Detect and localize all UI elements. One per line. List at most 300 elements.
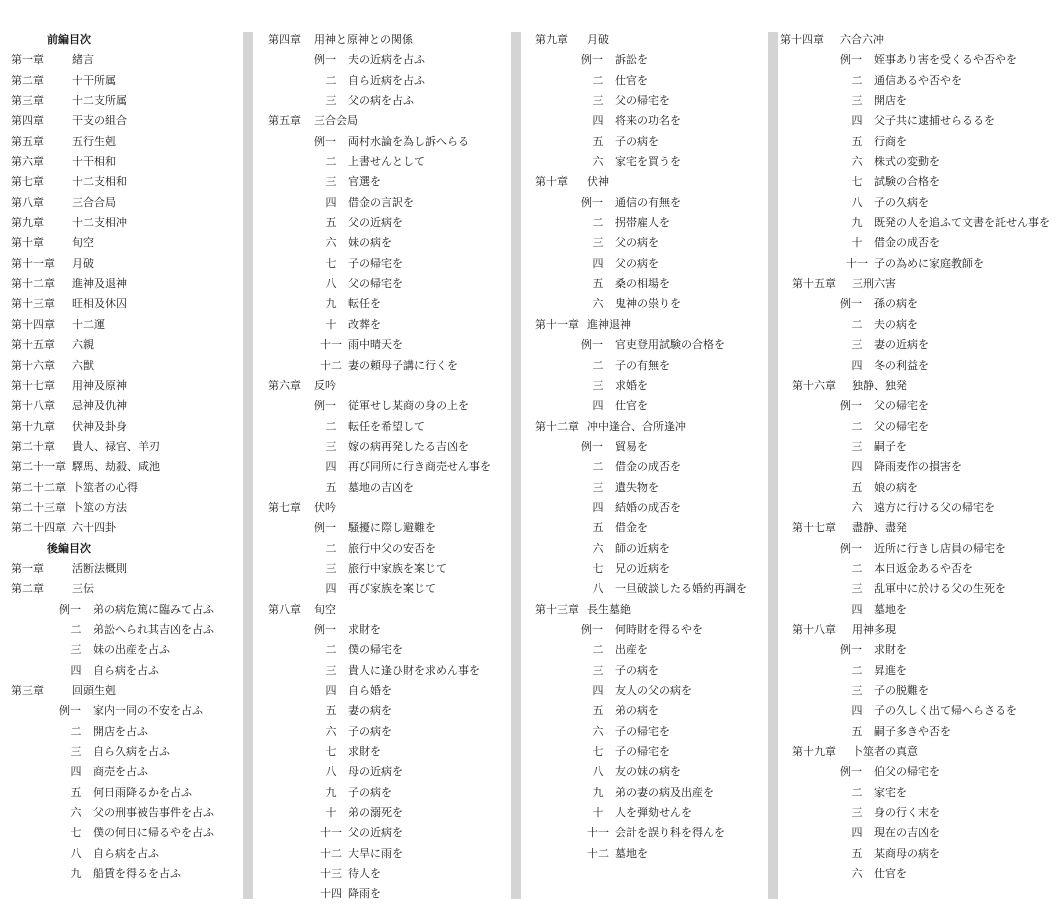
example-title: 子の久しく出て帰へらさるを [874, 704, 1017, 718]
example-title: 家宅を買うを [615, 155, 681, 169]
chapter-number: 第十二章 [11, 277, 55, 291]
example-title: 改葬を [348, 317, 381, 331]
example-title: 雨中晴天を [348, 338, 403, 352]
example-entry [780, 50, 1050, 70]
example-title: 子の為めに家庭教師を [874, 256, 984, 270]
example-entry [780, 172, 1050, 192]
chapter-title: 反吟 [314, 378, 336, 392]
chapter-number: 第十章 [11, 236, 44, 250]
example-number: 五 [851, 134, 863, 148]
example-entry [535, 783, 747, 803]
example-title: 父の近病を [348, 216, 403, 230]
example-entry [535, 661, 747, 681]
example-entry [268, 294, 491, 314]
example-title: 降雨麦作の損害を [874, 460, 962, 474]
chapter-number: 第十八章 [792, 622, 836, 636]
example-number: 八 [851, 195, 863, 209]
example-entry [535, 518, 747, 538]
chapter-entry [535, 315, 747, 335]
example-entry [268, 559, 491, 579]
example-number: 五 [325, 704, 337, 718]
example-number: 例一 [314, 521, 336, 535]
example-number: 三 [851, 806, 863, 820]
example-title: 身の行く末を [874, 806, 940, 820]
example-entry [268, 152, 491, 172]
example-entry [11, 803, 214, 823]
example-entry [268, 193, 491, 213]
example-number: 二 [851, 663, 863, 677]
example-title: 嗣子を [874, 439, 907, 453]
chapter-number: 第七章 [11, 175, 44, 189]
example-number: 四 [851, 704, 863, 718]
chapter-title: 五行生剋 [72, 134, 116, 148]
example-entry [780, 579, 1050, 599]
example-entry [535, 803, 747, 823]
example-number: 二 [325, 541, 337, 555]
chapter-title: 十干相和 [72, 155, 116, 169]
example-title: 仕官を [615, 73, 648, 87]
chapter-entry [11, 579, 214, 599]
chapter-number: 第十七章 [11, 378, 55, 392]
chapter-number: 第十四章 [11, 317, 55, 331]
example-number: 六 [851, 867, 863, 881]
example-number: 八 [325, 277, 337, 291]
example-number: 例一 [581, 53, 603, 67]
example-entry [780, 71, 1050, 91]
example-title: 訴訟を [615, 53, 648, 67]
example-title: 妹の病を [348, 236, 392, 250]
chapter-entry [11, 50, 214, 70]
example-number: 四 [592, 684, 604, 697]
section-heading [11, 539, 214, 559]
example-number: 九 [70, 867, 82, 881]
example-entry [535, 193, 747, 213]
example-title: 父の帰宅を [615, 94, 670, 108]
example-number: 六 [851, 500, 863, 514]
chapter-number: 第十二章 [535, 419, 579, 433]
chapter-title: 旬空 [314, 602, 336, 616]
example-title: 借金の言訳を [348, 195, 414, 209]
example-title: 待人を [348, 867, 381, 881]
example-number: 五 [851, 724, 863, 738]
example-number: 五 [592, 521, 604, 535]
example-number: 十 [325, 317, 337, 331]
example-title: 近所に行きし店員の帰宅を [874, 541, 1006, 555]
example-number: 三 [851, 94, 863, 108]
example-entry [535, 335, 747, 355]
example-title: 弟の溺死を [348, 806, 403, 820]
example-number: 九 [851, 216, 863, 230]
example-number: 十 [325, 806, 337, 820]
example-title: 官吏登用試験の合格を [615, 338, 725, 352]
example-entry [268, 356, 491, 376]
example-entry [535, 844, 747, 864]
example-entry [268, 803, 491, 823]
example-number: 四 [851, 358, 863, 372]
example-number: 五 [592, 134, 604, 148]
chapter-title: 進神及退神 [72, 277, 127, 291]
example-number: 十三 [320, 867, 342, 881]
chapter-number: 第九章 [535, 33, 568, 46]
example-number: 十二 [320, 358, 342, 372]
chapter-number: 第五章 [268, 114, 301, 128]
example-number: 三 [70, 643, 82, 657]
example-title: 妹の出産を占ふ [93, 643, 170, 657]
example-entry [535, 132, 747, 152]
example-title: 妻の近病を [874, 338, 929, 352]
chapter-entry [11, 213, 214, 233]
example-entry [780, 864, 1050, 884]
example-entry [268, 335, 491, 355]
example-entry [268, 722, 491, 742]
example-number: 例一 [581, 195, 603, 209]
chapter-number: 第十一章 [11, 256, 55, 270]
example-title: 両村水論を為し訴へらる [348, 134, 469, 148]
example-title: 借金の成否を [615, 460, 681, 474]
example-title: 大旱に雨を [348, 846, 403, 860]
chapter-number: 第四章 [11, 114, 44, 128]
example-title: 墓地を [874, 602, 907, 616]
chapter-title: 驛馬、劫殺、咸池 [72, 460, 160, 474]
chapter-entry [11, 274, 214, 294]
example-number: 例一 [840, 297, 862, 311]
example-entry [780, 91, 1050, 111]
chapter-title: 月破 [72, 256, 94, 270]
example-number: 十四 [320, 887, 342, 901]
example-entry [11, 600, 214, 620]
chapter-entry [11, 91, 214, 111]
chapter-title: 六獣 [72, 358, 94, 372]
example-number: 例一 [840, 765, 862, 779]
chapter-entry [535, 30, 747, 50]
example-number: 六 [851, 155, 863, 169]
chapter-title: 長生墓絶 [587, 602, 631, 616]
example-entry [780, 844, 1050, 864]
example-title: 子の病を [348, 785, 392, 799]
example-number: 三 [592, 378, 604, 392]
example-title: 再び家族を案じて [348, 582, 436, 596]
example-entry [11, 844, 214, 864]
chapter-entry [11, 356, 214, 376]
example-entry [268, 417, 491, 437]
chapter-entry [11, 132, 214, 152]
chapter-entry [11, 518, 214, 538]
example-number: 六 [592, 155, 604, 169]
example-title: 家内一同の不安を占ふ [93, 704, 203, 718]
example-number: 十 [851, 236, 863, 250]
chapter-entry [780, 518, 1050, 538]
chapter-number: 第八章 [268, 602, 301, 616]
example-number: 例一 [581, 439, 603, 453]
chapter-title: 三合合局 [72, 195, 116, 209]
example-title: 試験の合格を [874, 175, 940, 189]
chapter-number: 第十一章 [535, 317, 579, 331]
example-title: 父の病を [615, 236, 659, 250]
chapter-title: 用神多現 [852, 622, 896, 636]
example-title: 子の脱難を [874, 684, 929, 697]
example-title: 孫の病を [874, 297, 918, 311]
example-title: 桑の相場を [615, 277, 670, 291]
example-number: 五 [70, 785, 82, 799]
example-number: 例一 [59, 602, 81, 616]
example-number: 例一 [59, 704, 81, 718]
example-title: 借金の成否を [874, 236, 940, 250]
example-entry [268, 661, 491, 681]
example-number: 三 [325, 663, 337, 677]
example-number: 十二 [320, 846, 342, 860]
example-number: 五 [325, 480, 337, 494]
example-entry [535, 681, 747, 701]
example-number: 三 [325, 175, 337, 189]
chapter-entry [268, 376, 491, 396]
chapter-entry [11, 559, 214, 579]
example-entry [535, 620, 747, 640]
chapter-number: 第一章 [11, 561, 44, 575]
example-entry [780, 437, 1050, 457]
example-title: 商売を占ふ [93, 765, 148, 779]
example-entry [780, 417, 1050, 437]
example-title: 墓地の吉凶を [348, 480, 414, 494]
example-number: 三 [592, 480, 604, 494]
example-number: 六 [592, 541, 604, 555]
example-title: 求財を [348, 622, 381, 636]
example-number: 二 [325, 643, 337, 657]
example-entry [268, 71, 491, 91]
chapter-number: 第八章 [11, 195, 44, 209]
example-number: 二 [851, 785, 863, 799]
example-title: 友人の父の病を [615, 684, 692, 697]
example-title: 師の近病を [615, 541, 670, 555]
chapter-number: 第二十一章 [11, 460, 66, 474]
chapter-number: 第十三章 [11, 297, 55, 311]
chapter-title: 忌神及仇神 [72, 399, 127, 413]
example-number: 六 [592, 724, 604, 738]
example-title: 父の帰宅を [874, 419, 929, 433]
example-entry [535, 559, 747, 579]
example-number: 七 [325, 256, 337, 270]
example-entry [268, 274, 491, 294]
example-title: 姪事あり害を受くるや否やを [874, 53, 1017, 67]
example-number: 四 [70, 765, 82, 779]
example-entry [11, 661, 214, 681]
chapter-number: 第十三章 [535, 602, 579, 616]
chapter-number: 第三章 [11, 684, 44, 697]
chapter-entry [11, 71, 214, 91]
example-number: 二 [851, 561, 863, 575]
example-number: 五 [592, 277, 604, 291]
example-title: 仕官を [874, 867, 907, 881]
example-entry [268, 254, 491, 274]
example-title: 父の帰宅を [348, 277, 403, 291]
example-number: 三 [592, 94, 604, 108]
example-number: 七 [851, 175, 863, 189]
chapter-title: 月破 [587, 33, 609, 46]
example-title: 通信あるや否やを [874, 73, 962, 87]
example-entry [780, 152, 1050, 172]
example-number: 四 [592, 114, 604, 128]
example-entry [535, 71, 747, 91]
example-number: 三 [851, 582, 863, 596]
example-title: 自ら病を占ふ [93, 663, 159, 677]
chapter-title: 伏神 [587, 175, 609, 189]
chapter-title: 独静、独発 [852, 378, 907, 392]
example-title: 妻の頼母子講に行くを [348, 358, 458, 372]
example-entry [535, 294, 747, 314]
example-entry [535, 823, 747, 843]
example-entry [535, 356, 747, 376]
example-title: 転任を [348, 297, 381, 311]
example-number: 六 [70, 806, 82, 820]
example-entry [535, 50, 747, 70]
example-title: 子の有無を [615, 358, 670, 372]
example-title: 株式の変動を [874, 155, 940, 169]
example-number: 四 [851, 602, 863, 616]
example-entry [535, 722, 747, 742]
example-title: 子の病を [615, 134, 659, 148]
example-title: 行商を [874, 134, 907, 148]
example-title: 子の久病を [874, 195, 929, 209]
example-number: 六 [592, 297, 604, 311]
chapter-entry [268, 111, 491, 131]
example-entry [535, 152, 747, 172]
chapter-entry [11, 335, 214, 355]
example-title: 求婚を [615, 378, 648, 392]
chapter-title: 卜筮の方法 [72, 500, 127, 514]
example-entry [268, 396, 491, 416]
chapter-number: 第十九章 [792, 745, 836, 759]
example-title: 拐帯雇人を [615, 216, 670, 230]
example-title: 夫の近病を占ふ [348, 53, 425, 67]
chapter-title: 六十四卦 [72, 521, 116, 535]
example-title: 夫の病を [874, 317, 918, 331]
example-number: 三 [325, 561, 337, 575]
example-entry [780, 335, 1050, 355]
column-separator [243, 32, 253, 899]
example-entry [268, 640, 491, 660]
example-title: 父の刑事被告事件を占ふ [93, 806, 214, 820]
chapter-title: 十二支相和 [72, 175, 127, 189]
example-number: 二 [70, 724, 82, 738]
example-entry [535, 742, 747, 762]
chapter-title: 伏吟 [314, 500, 336, 514]
example-title: 弟の病を [615, 704, 659, 718]
example-entry [11, 722, 214, 742]
column-separator [768, 32, 778, 899]
chapter-entry [11, 254, 214, 274]
example-title: 求財を [874, 643, 907, 657]
example-entry [535, 254, 747, 274]
example-entry [535, 762, 747, 782]
chapter-entry [535, 417, 747, 437]
chapter-entry [11, 681, 214, 701]
example-number: 二 [851, 317, 863, 331]
example-title: 父の近病を [348, 826, 403, 840]
example-title: 子の病を [348, 724, 392, 738]
chapter-title: 盡静、盡発 [852, 521, 907, 535]
example-entry [780, 823, 1050, 843]
example-title: 結婚の成否を [615, 500, 681, 514]
example-entry [780, 315, 1050, 335]
example-entry [268, 783, 491, 803]
example-entry [780, 478, 1050, 498]
example-entry [268, 91, 491, 111]
example-entry [780, 640, 1050, 660]
example-entry [268, 132, 491, 152]
example-title: 上書せんとして [348, 155, 425, 169]
example-number: 十一 [320, 338, 342, 352]
toc-column-1 [11, 30, 214, 884]
example-title: 墓地を [615, 846, 648, 860]
example-number: 四 [851, 114, 863, 128]
example-entry [535, 376, 747, 396]
chapter-title: 緒言 [72, 53, 94, 67]
example-number: 二 [592, 73, 604, 87]
example-entry [780, 233, 1050, 253]
example-entry [780, 396, 1050, 416]
chapter-number: 第二章 [11, 73, 44, 87]
example-entry [268, 233, 491, 253]
example-title: 開店を占ふ [93, 724, 148, 738]
chapter-number: 第十六章 [11, 358, 55, 372]
example-number: 例一 [314, 622, 336, 636]
example-entry [535, 437, 747, 457]
section-heading-text: 前編目次 [47, 33, 91, 46]
example-entry [535, 233, 747, 253]
example-entry [780, 254, 1050, 274]
example-number: 例一 [581, 338, 603, 352]
chapter-entry [11, 294, 214, 314]
example-number: 四 [70, 663, 82, 677]
chapter-title: 旬空 [72, 236, 94, 250]
example-title: 自ら近病を占ふ [348, 73, 425, 87]
example-entry [268, 681, 491, 701]
example-title: 僕の何日に帰るやを占ふ [93, 826, 214, 840]
example-title: 昇進を [874, 663, 907, 677]
example-entry [535, 111, 747, 131]
example-title: 兄の近病を [615, 561, 670, 575]
example-number: 七 [70, 826, 82, 840]
example-title: 鬼神の祟りを [615, 297, 681, 311]
example-number: 三 [851, 439, 863, 453]
chapter-title: 貴人、禄官、羊刃 [72, 439, 160, 453]
chapter-title: 用神と原神との関係 [314, 33, 413, 46]
chapter-title: 旺相及休囚 [72, 297, 127, 311]
example-entry [780, 457, 1050, 477]
example-number: 例一 [314, 134, 336, 148]
example-number: 六 [325, 236, 337, 250]
example-entry [780, 111, 1050, 131]
example-title: 子の帰宅を [615, 745, 670, 759]
chapter-title: 六親 [72, 338, 94, 352]
example-entry [268, 457, 491, 477]
chapter-number: 第二章 [11, 582, 44, 596]
example-number: 例一 [840, 541, 862, 555]
example-number: 二 [325, 155, 337, 169]
example-title: 何時財を得るやを [615, 622, 703, 636]
chapter-title: 三伝 [72, 582, 94, 596]
example-title: 子の帰宅を [348, 256, 403, 270]
example-entry [11, 783, 214, 803]
example-entry [780, 498, 1050, 518]
example-entry [780, 132, 1050, 152]
example-number: 二 [851, 73, 863, 87]
example-number: 七 [592, 745, 604, 759]
example-number: 四 [325, 684, 337, 697]
toc-column-2 [268, 30, 491, 905]
example-number: 五 [851, 480, 863, 494]
column-separator [511, 32, 521, 899]
example-entry [268, 213, 491, 233]
